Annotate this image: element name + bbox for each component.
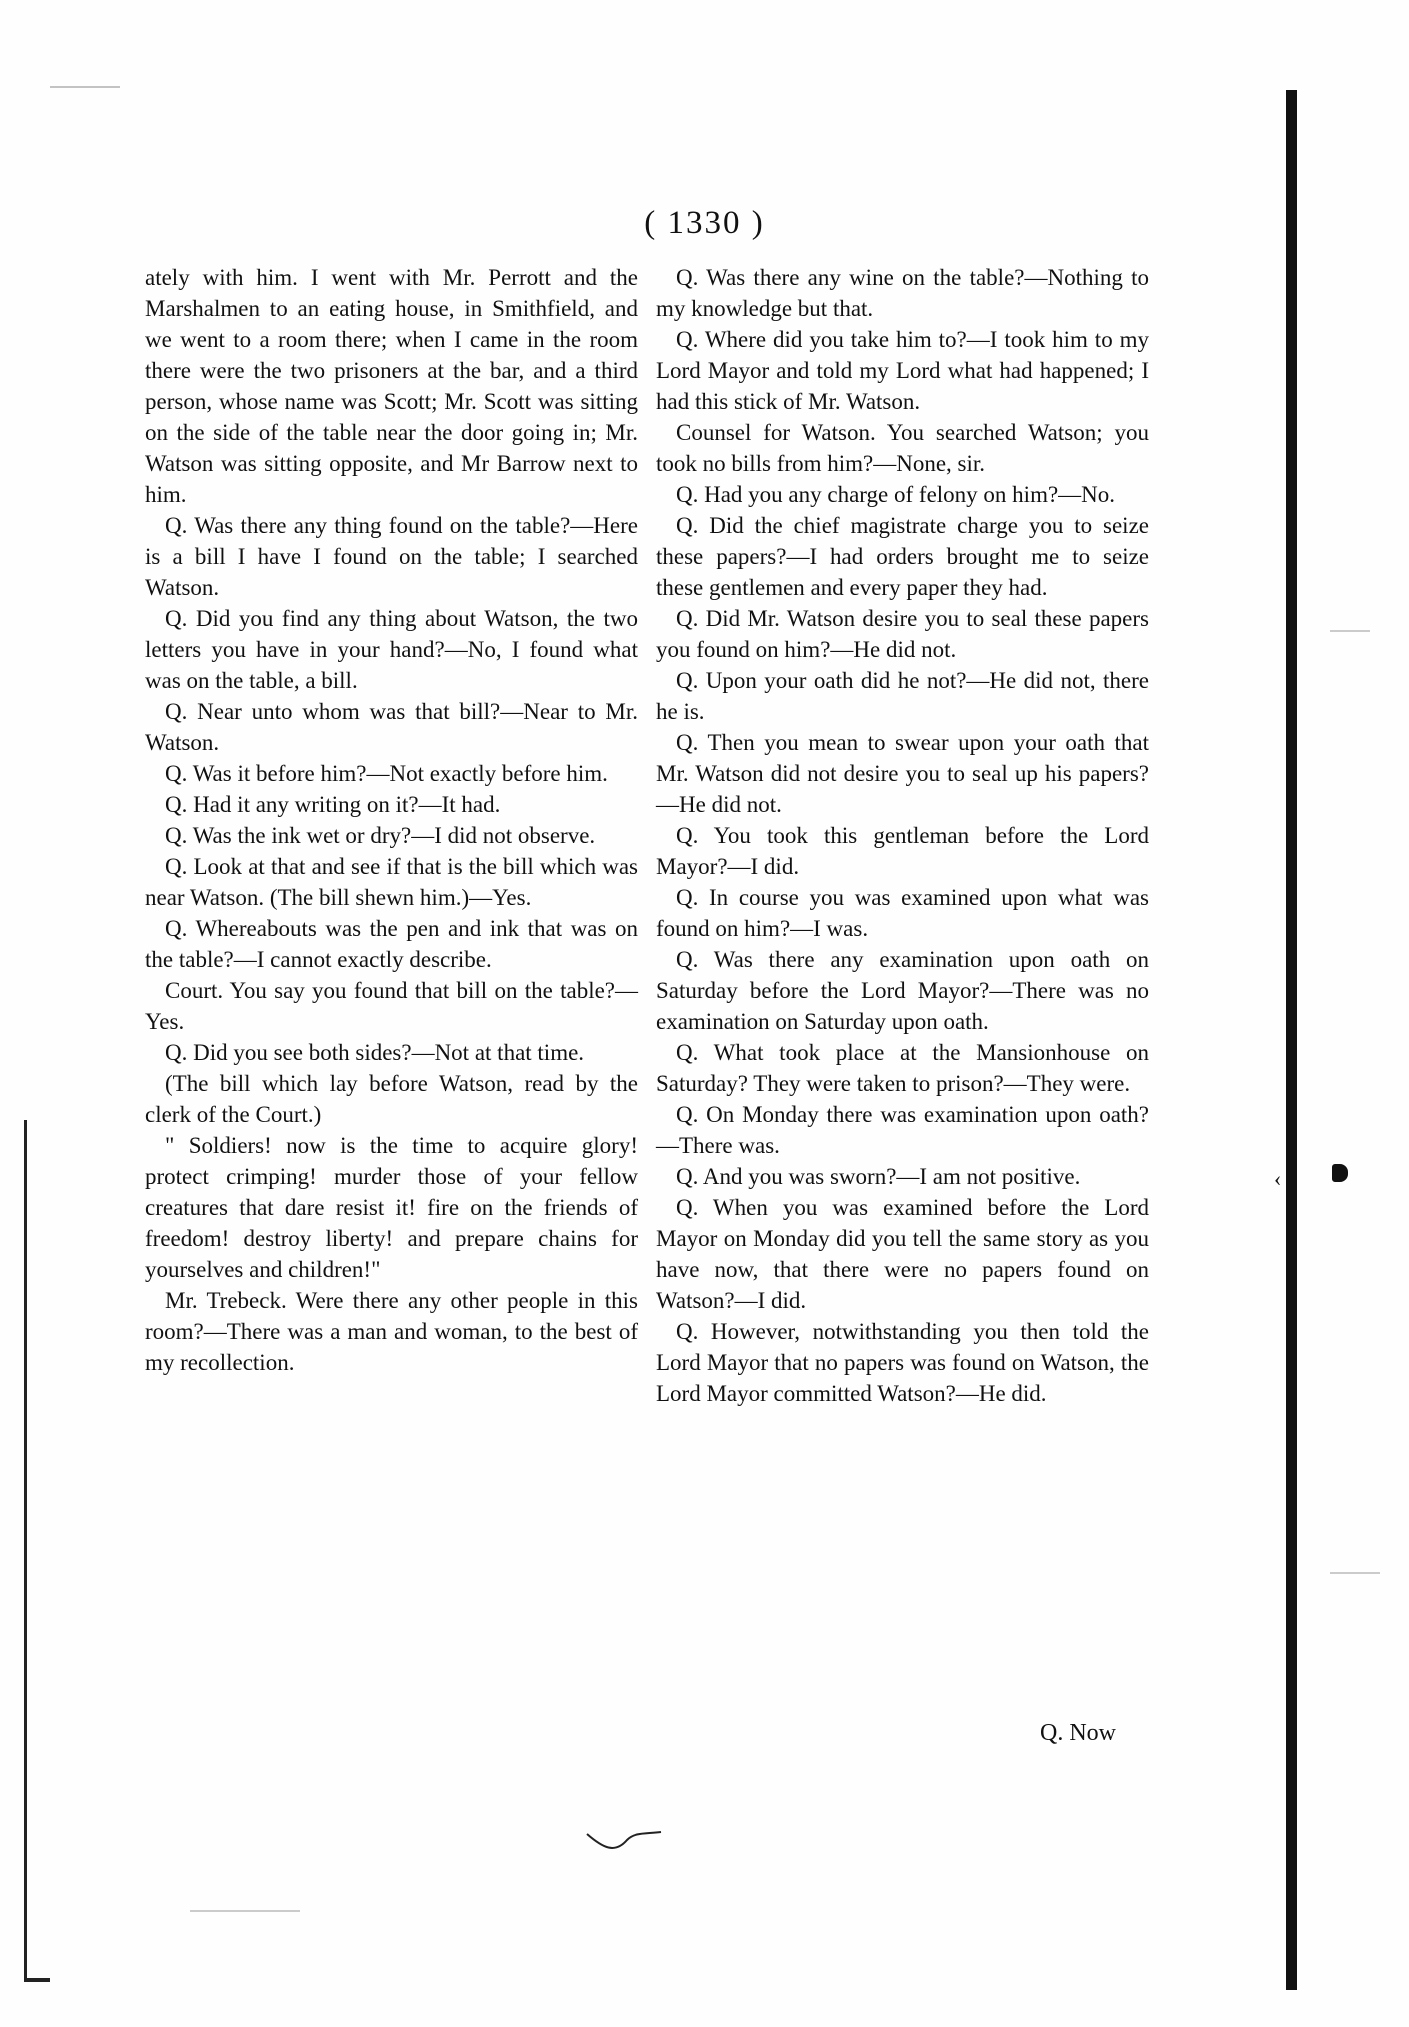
margin-tick-mark: ‹	[1274, 1166, 1282, 1191]
paragraph: (The bill which lay before Watson, read by the clerk of the Court.)	[145, 1071, 638, 1127]
paragraph: Q. Near unto whom was that bill?—Near to Mr. Watson.	[145, 699, 638, 755]
paragraph: Q. And you was sworn?—I am not positive.	[676, 1164, 1081, 1189]
paragraph: Q. Where did you take him to?—I took him to my Lord Mayor and told my Lord what had happened; I had this stick of Mr. Watson.	[656, 327, 1149, 414]
paragraph: Q. Was it before him?—Not exactly before him.	[165, 761, 608, 786]
paragraph: Q. However, notwithstanding you then told the Lord Mayor that no papers was found on Watson, the Lord Mayor committed Watson?—He did.	[656, 1319, 1149, 1406]
paragraph: Q. On Monday there was examination upon oath?—There was.	[656, 1102, 1149, 1158]
catchword: Q. Now	[1040, 1720, 1116, 1746]
paragraph: Q. Was there any examination upon oath on Saturday before the Lord Mayor?—There was no examination on Saturday upon oath.	[656, 947, 1149, 1034]
paragraph: Q. In course you was examined upon what was found on him?—I was.	[656, 885, 1149, 941]
paragraph: Q. Did you find any thing about Watson, the two letters you have in your hand?—No, I found what was on the table, a bill.	[145, 606, 638, 693]
scan-speck	[1330, 1572, 1380, 1574]
paragraph: Q. Was there any wine on the table?—Nothing to my knowledge but that.	[656, 265, 1149, 321]
scan-speck	[190, 1910, 300, 1912]
right-text-column	[656, 262, 1149, 1409]
paragraph: Mr. Trebeck. Were there any other people in this room?—There was a man and woman, to the best of my recollection.	[145, 1288, 638, 1375]
page-number: ( 1330 )	[644, 205, 765, 241]
left-text-column	[145, 262, 638, 1378]
paragraph: Q. Was there any thing found on the table?—Here is a bill I have I found on the table; I searched Watson.	[145, 513, 638, 600]
flourish-ornament	[585, 1828, 665, 1858]
binding-edge-rule	[1286, 90, 1297, 1990]
scan-speck	[50, 86, 120, 88]
left-margin-rule	[24, 1120, 27, 1980]
paragraph: Q. Had it any writing on it?—It had.	[165, 792, 501, 817]
quoted-bill-text: " Soldiers! now is the time to acquire glory! protect crimping! murder those of your fellow creatures that dare resist it! fire on the friends of freedom! destroy liberty! and prepare chains for yourselves and children!"	[145, 1133, 638, 1282]
paragraph: Q. Was the ink wet or dry?—I did not observe.	[165, 823, 596, 848]
paragraph: ately with him. I went with Mr. Perrott and the Marshalmen to an eating house, in Smithfield, and we went to a room there; when I came in the room there were the two prisoners at the bar, and a third person, whose name was Scott; Mr. Scott was sitting on the side of the table near the door going in; Mr. Watson was sitting opposite, and Mr Barrow next to him.	[145, 265, 638, 507]
paragraph: Q. When you was examined before the Lord Mayor on Monday did you tell the same story as you have now, that there were no papers found on Watson?—I did.	[656, 1195, 1149, 1313]
paragraph: Q. Whereabouts was the pen and ink that was on the table?—I cannot exactly describe.	[145, 916, 638, 972]
paragraph: Q. Did you see both sides?—Not at that time.	[165, 1040, 585, 1065]
paragraph: Q. Then you mean to swear upon your oath that Mr. Watson did not desire you to seal up his papers?—He did not.	[656, 730, 1149, 817]
paragraph: Q. Did Mr. Watson desire you to seal these papers you found on him?—He did not.	[656, 606, 1149, 662]
paragraph: Q. What took place at the Mansionhouse on Saturday? They were taken to prison?—They were.	[656, 1040, 1149, 1096]
paragraph: Q. Look at that and see if that is the bill which was near Watson. (The bill shewn him.)—Yes.	[145, 854, 638, 910]
left-margin-rule-foot	[24, 1978, 50, 1982]
paragraph: Q. You took this gentleman before the Lord Mayor?—I did.	[656, 823, 1149, 879]
paragraph: Counsel for Watson. You searched Watson; you took no bills from him?—None, sir.	[656, 420, 1149, 476]
scan-speck	[1330, 630, 1370, 632]
paragraph: Q. Had you any charge of felony on him?—No.	[676, 482, 1116, 507]
paragraph: Q. Upon your oath did he not?—He did not, there he is.	[656, 668, 1149, 724]
paragraph: Court. You say you found that bill on the table?—Yes.	[145, 978, 638, 1034]
ink-blot-mark	[1332, 1164, 1348, 1182]
paragraph: Q. Did the chief magistrate charge you to seize these papers?—I had orders brought me to seize these gentlemen and every paper they had.	[656, 513, 1149, 600]
